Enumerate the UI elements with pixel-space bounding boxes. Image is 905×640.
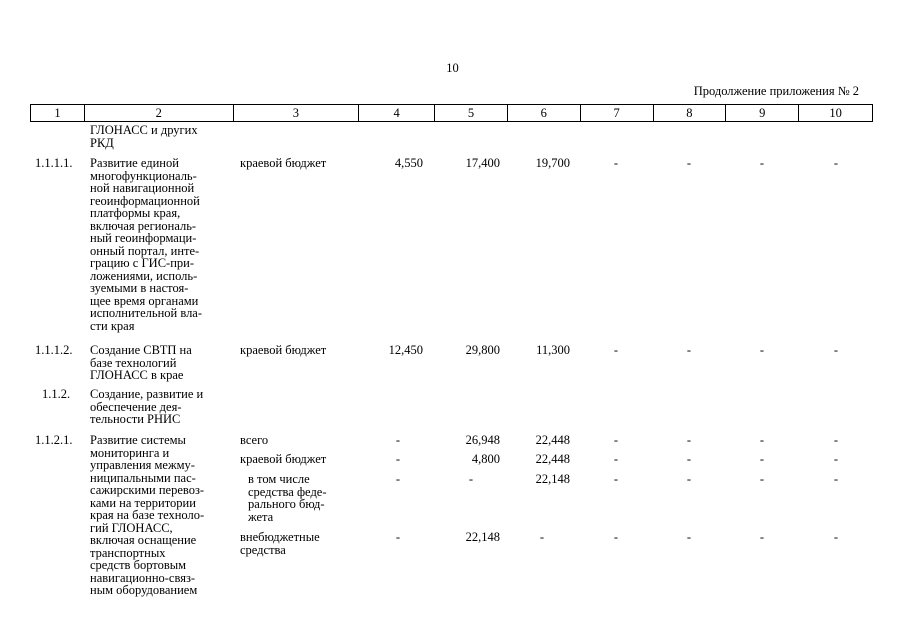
value-col-7: -	[613, 156, 619, 170]
value-col-9: -	[759, 452, 765, 466]
value-col-5: 26,948	[465, 433, 500, 447]
value-col-8: -	[686, 452, 692, 466]
value-col-8: -	[686, 156, 692, 170]
value-col-6: 22,148	[535, 472, 570, 486]
value-col-6: 11,300	[536, 343, 570, 357]
value-col-9: -	[759, 530, 765, 544]
row-description: Развитие системы мониторинга и управления межму- ниципальными пас- сажирскими перевоз- ками на территории края на базе техноло- гий ГЛОНАСС, включая оснащение транспортных средств бортовым навигационно-связ- ным оборудованием	[90, 433, 205, 597]
funding-source: краевой бюджет	[240, 452, 327, 466]
value-col-10: -	[833, 343, 839, 357]
value-col-8: -	[686, 433, 692, 447]
value-col-4: -	[395, 452, 401, 466]
header-col-7: 7	[581, 105, 654, 121]
value-col-4: -	[395, 433, 401, 447]
header-col-6: 6	[508, 105, 581, 121]
row-code: 1.1.2.	[42, 387, 71, 401]
value-col-7: -	[613, 433, 619, 447]
funding-source: краевой бюджет	[240, 343, 327, 357]
table-header-row	[30, 104, 873, 122]
value-col-7: -	[613, 343, 619, 357]
page-number: 10	[446, 61, 459, 75]
header-col-4: 4	[359, 105, 435, 121]
header-col-8: 8	[654, 105, 727, 121]
row-description: Создание СВТП на базе технологий ГЛОНАСС в крае	[90, 343, 192, 382]
value-col-6: 19,700	[535, 156, 570, 170]
header-col-1: 1	[31, 105, 85, 121]
value-col-7: -	[613, 452, 619, 466]
row-description: Создание, развитие и обеспечение дея- тельности РНИС	[90, 387, 204, 426]
value-col-10: -	[833, 452, 839, 466]
value-col-9: -	[759, 433, 765, 447]
row-code: 1.1.1.1.	[35, 156, 73, 170]
value-col-5: 4,800	[471, 452, 500, 466]
value-col-10: -	[833, 156, 839, 170]
value-col-10: -	[833, 530, 839, 544]
funding-source: краевой бюджет	[240, 156, 327, 170]
row-code: 1.1.2.1.	[35, 433, 73, 447]
value-col-4: -	[395, 472, 401, 486]
header-col-10: 10	[829, 106, 842, 120]
value-col-9: -	[759, 343, 765, 357]
value-col-9: -	[759, 472, 765, 486]
funding-source: всего	[240, 433, 269, 447]
value-col-5: 29,800	[465, 343, 500, 357]
value-col-6: 22,448	[535, 433, 570, 447]
header-col-9: 9	[726, 105, 799, 121]
funding-source: в том числе средства феде- рального бюд- жета	[248, 472, 327, 524]
value-col-7: -	[613, 530, 619, 544]
row-code: 1.1.1.2.	[35, 343, 73, 357]
header-col-2: 2	[85, 105, 234, 121]
continuation-label: Продолжение приложения № 2	[693, 84, 859, 98]
value-col-9: -	[759, 156, 765, 170]
value-col-4: -	[395, 530, 401, 544]
value-col-8: -	[686, 472, 692, 486]
header-col-3: 3	[234, 105, 360, 121]
funding-source: внебюджетные средства	[240, 530, 320, 557]
header-col-5: 5	[435, 105, 508, 121]
value-col-8: -	[686, 530, 692, 544]
value-col-7: -	[613, 472, 619, 486]
value-col-5: -	[468, 472, 474, 486]
row-description: ГЛОНАСС и других РКД	[90, 123, 198, 150]
value-col-5: 22,148	[465, 530, 500, 544]
value-col-5: 17,400	[465, 156, 500, 170]
value-col-6: 22,448	[535, 452, 570, 466]
value-col-4: 4,550	[394, 156, 423, 170]
value-col-6: -	[539, 530, 545, 544]
value-col-4: 12,450	[388, 343, 423, 357]
value-col-8: -	[686, 343, 692, 357]
value-col-10: -	[833, 472, 839, 486]
value-col-10: -	[833, 433, 839, 447]
row-description: Развитие единой многофункциональ- ной навигационной геоинформационной платформы края, включая региональ- ный геоинформаци- онный портал, инте- грацию с ГИС-при- ложениями, исполь- зуемыми в настоя- щее время органами исполнительной вла- сти края	[90, 156, 203, 333]
